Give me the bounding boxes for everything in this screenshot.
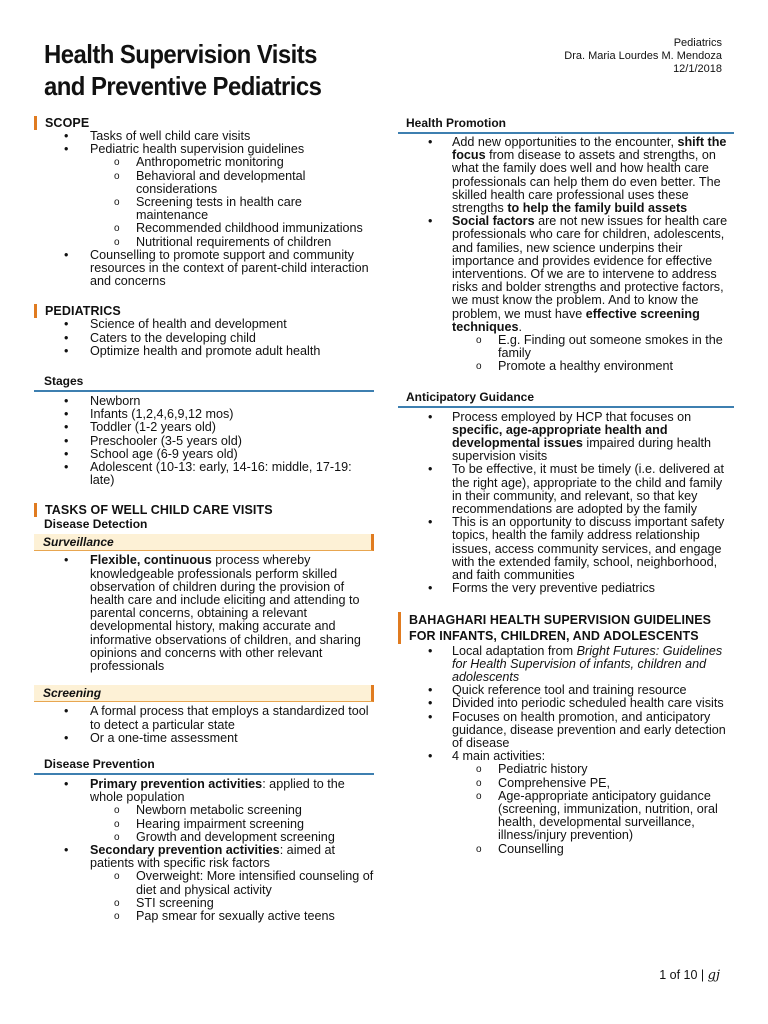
promotion-list — [398, 136, 734, 374]
disease-prevention-heading: Disease Prevention — [34, 757, 374, 775]
list-item: o Growth and development screening — [34, 831, 374, 844]
pediatrics-list — [34, 318, 374, 358]
scope-heading: SCOPE — [34, 116, 374, 130]
list-item-text: : aimed at patients with specific risk factors — [90, 842, 335, 871]
list-item-text: Pediatric health supervision guidelines — [90, 142, 305, 157]
list-item: • Optimize health and promote adult health — [34, 345, 374, 358]
list-item: • Caters to the developing child — [34, 332, 374, 345]
list-item: • Toddler (1-2 years old) — [34, 421, 374, 434]
bold-text: Social factors — [452, 214, 535, 229]
list-item: • Forms the very preventive pediatrics — [398, 582, 734, 595]
list-item — [398, 750, 734, 856]
bahaghari-list — [398, 645, 734, 856]
list-item: o Counselling — [398, 843, 734, 856]
anticipatory-list — [398, 411, 734, 596]
left-column — [34, 116, 374, 923]
bold-text: shift the focus — [452, 135, 727, 163]
list-item: o Promote a healthy environment — [398, 360, 734, 373]
list-item: o Screening tests in health care maintenance — [34, 196, 374, 222]
prevention-list — [34, 778, 374, 923]
list-item: • School age (6-9 years old) — [34, 448, 374, 461]
anticipatory-guidance-heading: Anticipatory Guidance — [398, 390, 734, 408]
surveillance-heading: Surveillance — [34, 534, 374, 551]
promotion-sublist — [398, 334, 734, 374]
list-item: o Comprehensive PE, — [398, 777, 734, 790]
text: . — [518, 319, 522, 334]
list-item — [34, 554, 374, 673]
list-item: o Behavioral and developmental considerations — [34, 170, 374, 196]
list-item: • Or a one-time assessment — [34, 732, 374, 745]
list-item — [398, 215, 734, 373]
list-item: o Pediatric history — [398, 763, 734, 776]
text: Process employed by HCP that focuses on — [452, 409, 692, 424]
italic-text: Bright Futures: Guidelines for Health Supervision of infants, children and adolescents — [452, 643, 723, 684]
list-item: • Divided into periodic scheduled health care visits — [398, 697, 734, 710]
subject: Pediatrics — [673, 37, 722, 49]
list-item: • Newborn — [34, 395, 374, 408]
health-promotion-heading: Health Promotion — [398, 116, 734, 134]
list-item-text: : applied to the whole population — [90, 776, 345, 805]
text: are not new issues for health care professionals who care for children, adolescents, and families, new science underpins their importance and provides evidence for effective interventions. Of we are to intervene to address risks and bolder strengths and protective factors, we must know the problem. And to know the problem, we must have — [452, 214, 728, 321]
disease-detection-heading: Disease Detection — [44, 517, 148, 532]
list-item — [398, 136, 734, 215]
screening-heading: Screening — [34, 685, 374, 702]
list-item: • Counselling to promote support and community resources in the context of parent-child interaction and concerns — [34, 249, 374, 289]
list-item — [398, 411, 734, 464]
list-item — [34, 844, 374, 923]
text: Add new opportunities to the encounter, — [452, 135, 678, 149]
list-item — [34, 778, 374, 844]
page-title — [44, 38, 357, 102]
list-item: o Hearing impairment screening — [34, 818, 374, 831]
list-item: • Adolescent (10-13: early, 14-16: middle, 17-19: late) — [34, 461, 374, 487]
title-line-1: Health Supervision Visits — [44, 39, 317, 69]
list-item: o Overweight: More intensified counseling of diet and physical activity — [34, 870, 374, 896]
bold-text: Secondary prevention activities — [90, 842, 280, 857]
list-item: • Tasks of well child care visits — [34, 130, 374, 143]
list-item: o Age-appropriate anticipatory guidance (screening, immunization, nutrition, oral health, developmental surveillance, illness/injury prevention) — [398, 790, 734, 843]
list-item: • Science of health and development — [34, 318, 374, 331]
list-item: • This is an opportunity to discuss important safety topics, health the family address relationship issues, access community services, and engage with the extended family, school, neighborhood, and faith communities — [398, 516, 734, 582]
list-item: o Newborn metabolic screening — [34, 804, 374, 817]
bold-text: specific, age-appropriate health and developmental issues — [452, 422, 668, 451]
author: Dra. Maria Lourdes M. Mendoza — [564, 50, 722, 62]
scope-sublist — [34, 156, 374, 248]
tasks-heading: TASKS OF WELL CHILD CARE VISITS — [34, 503, 374, 517]
list-item: • Focuses on health promotion, and anticipatory guidance, disease prevention and early detection of disease — [398, 711, 734, 751]
text: impaired during health supervision visits — [452, 436, 712, 464]
list-item: o Nutritional requirements of children — [34, 236, 374, 249]
stages-list — [34, 395, 374, 487]
title-line-2: and Preventive Pediatrics — [44, 71, 322, 101]
date: 12/1/2018 — [673, 63, 722, 75]
list-item: • A formal process that employs a standardized tool to detect a particular state — [34, 705, 374, 731]
bold-text: to help the family build assets — [507, 201, 688, 216]
bold-text: Primary prevention activities — [90, 776, 263, 791]
bahaghari-heading: BAHAGHARI HEALTH SUPERVISION GUIDELINES FOR INFANTS, CHILDREN, AND ADOLESCENTS — [398, 612, 734, 644]
activities-sublist — [398, 763, 734, 855]
list-item: • Infants (1,2,4,6,9,12 mos) — [34, 408, 374, 421]
bold-text: effective screening techniques — [452, 306, 700, 334]
list-item — [34, 143, 374, 249]
bold-text: Flexible, continuous — [90, 553, 212, 568]
surveillance-list — [34, 554, 374, 673]
scope-list — [34, 130, 374, 288]
stages-heading: Stages — [34, 374, 374, 392]
list-item-text: process whereby knowledgeable professionals perform skilled observation of children during the provision of health care and include eliciting and attending to parental concerns, obtaining a relevant developmental history, making accurate and informative observations of children, and sharing opinions and concerns with other relevant professionals — [90, 553, 361, 674]
text: 4 main activities: — [452, 749, 546, 764]
list-item: o Anthropometric monitoring — [34, 156, 374, 169]
list-item: • To be effective, it must be timely (i.e. delivered at the right age), appropriate to the child and family in their community, and relevant, so that key recommendations are adopted by the family — [398, 463, 734, 516]
right-column — [398, 116, 734, 856]
page-footer — [659, 968, 720, 983]
list-item: • Preschooler (3-5 years old) — [34, 435, 374, 448]
text: Local adaptation from — [452, 643, 577, 658]
screening-list — [34, 705, 374, 745]
list-item: o E.g. Finding out someone smokes in the family — [398, 334, 734, 360]
text: from disease to assets and strengths, on what the family does well and how health care professionals can help them do even better. The skilled health care professional uses these strengths — [452, 148, 721, 216]
list-item: o Pap smear for sexually active teens — [34, 910, 374, 923]
page-number: 1 of 10 | — [659, 968, 705, 982]
primary-sublist — [34, 804, 374, 844]
list-item: o STI screening — [34, 897, 374, 910]
list-item — [398, 645, 734, 685]
signature-mark: gj — [707, 968, 720, 983]
list-item: • Quick reference tool and training resource — [398, 684, 734, 697]
list-item: o Recommended childhood immunizations — [34, 222, 374, 235]
secondary-sublist — [34, 870, 374, 923]
pediatrics-heading: PEDIATRICS — [34, 304, 374, 318]
header-meta — [564, 37, 722, 76]
